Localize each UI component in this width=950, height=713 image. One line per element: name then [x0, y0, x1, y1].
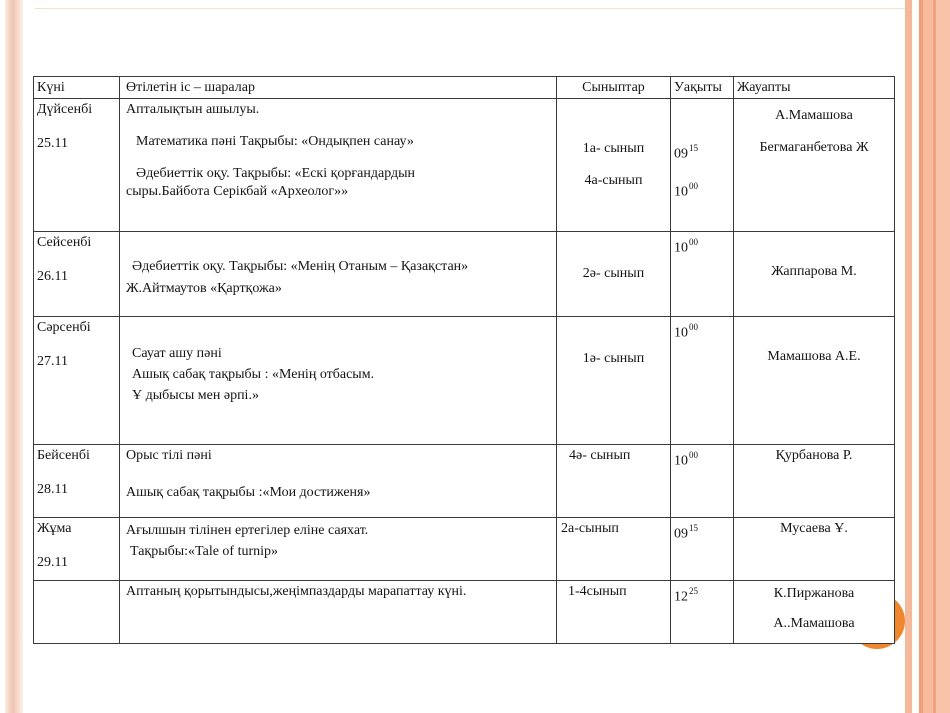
responsible-name: Мусаева Ұ.	[780, 521, 848, 536]
responsible-cell	[733, 445, 894, 517]
responsible-name: А..Мамашова	[773, 616, 855, 631]
event-line: Тақрыбы:«Tale of turnip»	[130, 544, 279, 559]
events-cell	[119, 581, 556, 643]
date-value: 26.11	[37, 269, 68, 284]
class-value: 1а- сынып	[582, 141, 645, 156]
events-cell	[119, 99, 556, 231]
time-cell	[670, 99, 733, 231]
class-value: 4ә- сынып	[569, 448, 631, 463]
responsible-cell	[733, 581, 894, 643]
col-header-time: Уақыты	[670, 77, 733, 98]
time-value: $09^{15}$	[674, 523, 698, 542]
day-cell	[34, 317, 119, 444]
day-cell	[34, 99, 119, 231]
col-header-date: Күні	[37, 80, 65, 95]
classes-cell	[556, 317, 670, 444]
day-cell	[34, 445, 119, 517]
event-line: Ашық сабақ тақрыбы : «Менің отбасым.	[132, 367, 375, 382]
date-value: 25.11	[37, 136, 68, 151]
time-cell	[670, 581, 733, 643]
day-name: Дүйсенбі	[37, 102, 93, 117]
time-cell	[670, 518, 733, 580]
day-name: Сейсенбі	[37, 235, 92, 250]
class-value: 1-4сынып	[568, 584, 627, 599]
class-value: 4а-сынып	[584, 173, 643, 188]
classes-cell	[556, 99, 670, 231]
day-name: Сәрсенбі	[37, 320, 91, 335]
time-value: $10^{00}$	[674, 450, 698, 469]
class-value: 2ә- сынып	[582, 266, 645, 281]
time-value: $12^{25}$	[674, 586, 698, 605]
event-line: Әдебиеттік оқу. Тақрыбы: «Ескі қорғандардын	[136, 166, 416, 181]
date-value: 27.11	[37, 354, 68, 369]
events-cell	[119, 445, 556, 517]
schedule-table	[33, 76, 895, 644]
top-rule-decoration	[35, 8, 905, 9]
table-row	[34, 517, 894, 580]
responsible-name: А.Мамашова	[775, 108, 853, 123]
table-header-row	[34, 77, 894, 98]
event-line: Сауат ашу пәні	[132, 346, 222, 361]
day-name: Жұма	[37, 521, 72, 536]
date-value: 28.11	[37, 482, 68, 497]
time-value: $10^{00}$	[674, 322, 698, 341]
event-line: Ж.Айтмаутов «Қартқожа»	[126, 281, 282, 296]
responsible-name: Мамашова А.Е.	[767, 349, 861, 364]
col-header-responsible: Жауапты	[733, 77, 894, 98]
responsible-cell	[733, 232, 894, 316]
responsible-cell	[733, 317, 894, 444]
event-line: Ағылшын тілінен ертегілер еліне саяхат.	[126, 523, 369, 538]
time-value: $10^{00}$	[674, 237, 698, 256]
events-cell	[119, 518, 556, 580]
classes-cell	[556, 445, 670, 517]
event-line: Ашық сабақ тақрыбы :«Мои достиженя»	[126, 485, 371, 500]
classes-cell	[556, 518, 670, 580]
responsible-cell	[733, 518, 894, 580]
date-value: 29.11	[37, 555, 68, 570]
table-row	[34, 580, 894, 643]
event-line: Математика пәні Тақрыбы: «Ондықпен санау»	[136, 134, 414, 149]
time-cell	[670, 317, 733, 444]
class-value: 2а-сынып	[561, 521, 619, 536]
responsible-name: Бегмаганбетова Ж	[759, 140, 869, 155]
time-value: $09^{15}$	[674, 143, 698, 162]
table-row	[34, 444, 894, 517]
right-border-decoration	[905, 0, 950, 713]
time-value: $10^{00}$	[674, 180, 698, 200]
responsible-name: Жаппарова М.	[771, 264, 857, 279]
day-cell	[34, 518, 119, 580]
day-cell	[34, 581, 119, 643]
event-line: сыры.Байбота Серікбай «Археолог»»	[126, 184, 349, 199]
responsible-name: Қурбанова Р.	[775, 448, 853, 463]
event-line: Апталықтын ашылуы.	[126, 102, 260, 117]
time-cell	[670, 232, 733, 316]
event-line: Орыс тілі пәні	[126, 448, 212, 463]
col-header-events: Өтілетін іс – шаралар	[119, 77, 556, 98]
table-row	[34, 98, 894, 231]
class-value: 1ә- сынып	[582, 351, 645, 366]
day-cell	[34, 232, 119, 316]
time-cell	[670, 445, 733, 517]
classes-cell	[556, 232, 670, 316]
responsible-name: К.Пиржанова	[773, 586, 855, 601]
day-name: Бейсенбі	[37, 448, 90, 463]
col-header-classes: Сыныптар	[556, 77, 670, 98]
events-cell	[119, 317, 556, 444]
event-line: Әдебиеттік оқу. Тақрыбы: «Менің Отаным – Қазақстан»	[132, 259, 469, 274]
responsible-cell	[733, 99, 894, 231]
events-cell	[119, 232, 556, 316]
left-border-decoration	[5, 0, 23, 713]
table-row	[34, 316, 894, 444]
table-row	[34, 231, 894, 316]
classes-cell	[556, 581, 670, 643]
event-line: Ұ дыбысы мен әрпі.»	[132, 388, 259, 403]
event-line: Аптаның қорытындысы,жеңімпаздарды марапаттау күні.	[126, 584, 467, 599]
